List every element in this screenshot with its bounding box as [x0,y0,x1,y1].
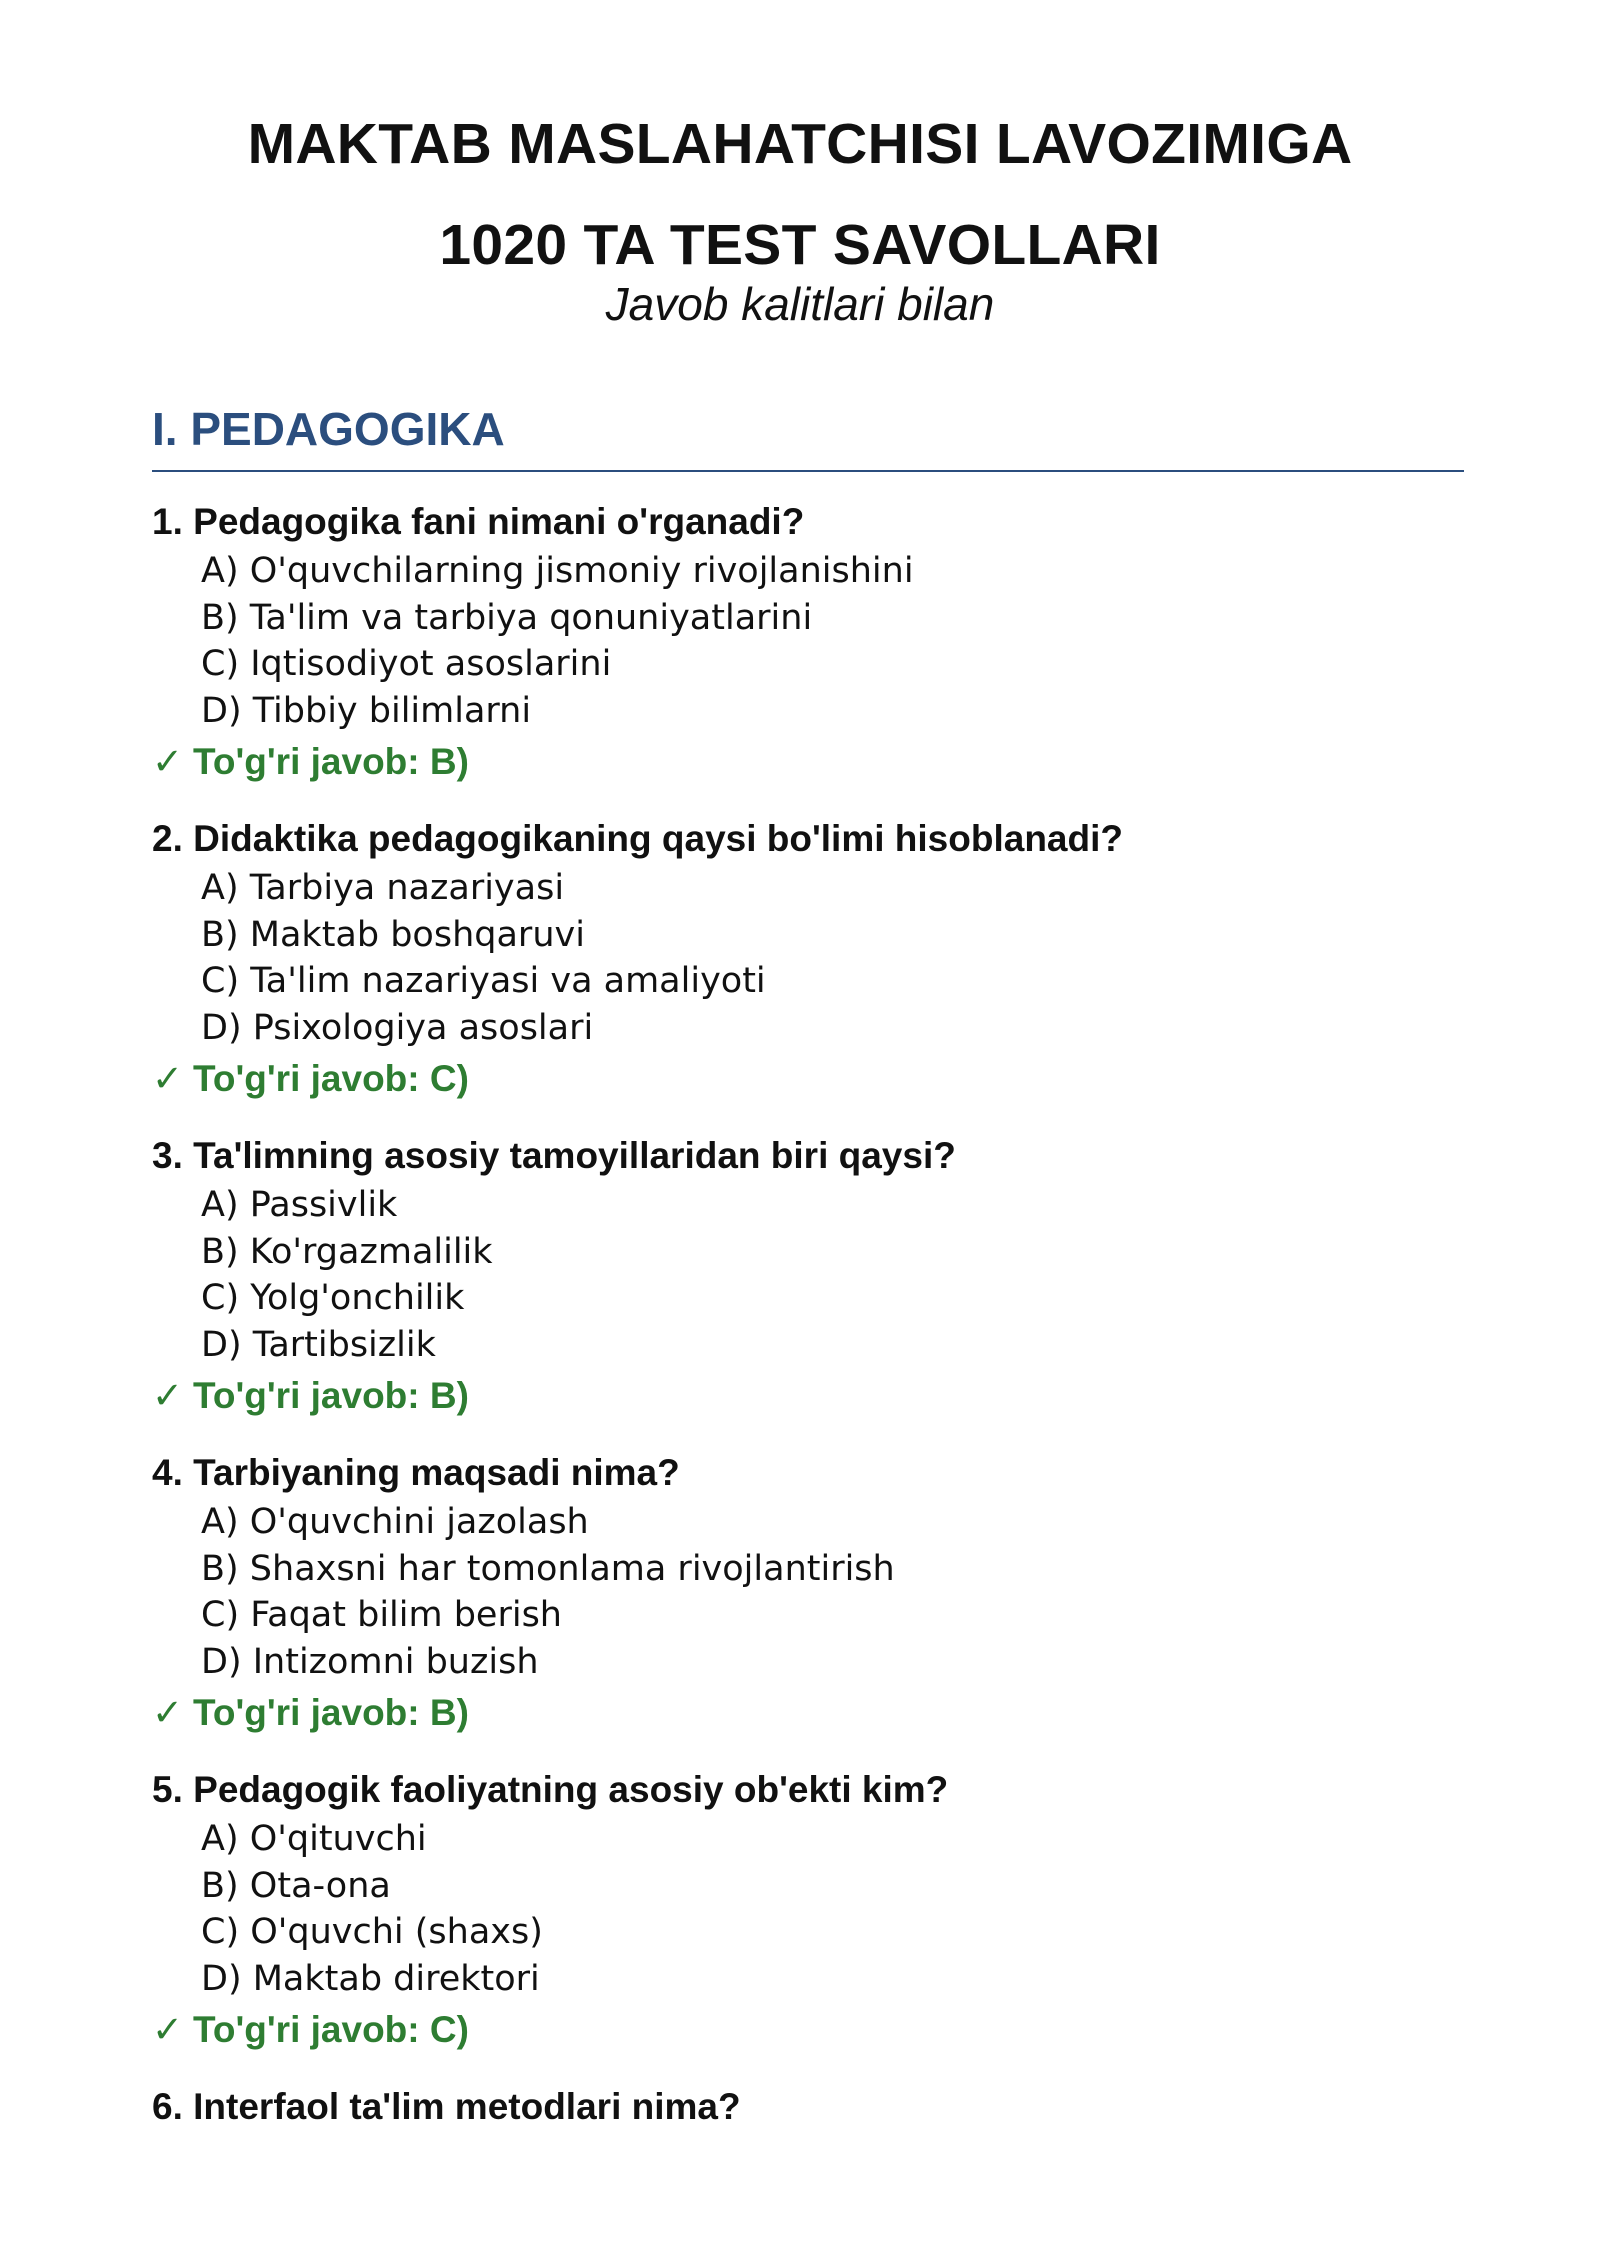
question-item [152,813,1464,1107]
answer-option: D) Psixologiya asoslari [201,1007,594,1048]
correct-answer [152,734,1464,790]
answer-option: A) Passivlik [201,1185,398,1225]
answer-option: A) O'quvchini jazolash [201,1502,589,1542]
question-text: 5. Pedagogik faoliyatning asosiy ob'ekti kim? [152,1769,949,1810]
option-list [152,865,1464,1051]
option-list [152,1182,1464,1368]
document-subtitle: Javob kalitlari bilan [605,278,995,330]
answer-option: C) Ta'lim nazariyasi va amaliyoti [201,961,766,1001]
option-list [152,548,1464,734]
answer-option: D) Maktab direktori [201,1958,540,1999]
question-text: 6. Interfaol ta'lim metodlari nima? [152,2086,741,2127]
answer-option: A) O'quvchilarning jismoniy rivojlanishini [201,551,914,591]
correct-answer [152,1051,1464,1107]
check-icon: ✓ [152,1057,184,1100]
correct-answer-text: To'g'ri javob: C) [193,2009,469,2050]
section-heading: I. PEDAGOGIKA [152,403,505,455]
question-text: 2. Didaktika pedagogikaning qaysi bo'limi hisoblanadi? [152,818,1123,859]
correct-answer-text: To'g'ri javob: B) [193,1692,469,1733]
question-item [152,2081,1464,2133]
answer-option: D) Tartibsizlik [201,1324,436,1365]
answer-option: C) Yolg'onchilik [201,1278,465,1318]
question-item [152,1447,1464,1741]
question-item [152,496,1464,790]
answer-option: C) O'quvchi (shaxs) [201,1912,543,1952]
document-title-line-1: MAKTAB MASLAHATCHISI LAVOZIMIGA [247,112,1353,176]
correct-answer-text: To'g'ri javob: C) [193,1058,469,1099]
question-item [152,1130,1464,1424]
check-icon: ✓ [152,2008,184,2051]
question-item [152,1764,1464,2058]
answer-option: B) Ta'lim va tarbiya qonuniyatlarini [201,597,813,638]
answer-option: B) Shaxsni har tomonlama rivojlantirish [201,1548,895,1589]
correct-answer-text: To'g'ri javob: B) [193,1375,469,1416]
correct-answer [152,2002,1464,2058]
answer-option: D) Tibbiy bilimlarni [201,690,532,731]
answer-option: A) O'qituvchi [201,1819,427,1859]
document-title-line-2: 1020 TA TEST SAVOLLARI [439,213,1161,277]
answer-option: C) Iqtisodiyot asoslarini [201,644,612,684]
question-text: 4. Tarbiyaning maqsadi nima? [152,1452,680,1493]
option-list [152,1499,1464,1685]
answer-option: B) Ko'rgazmalilik [201,1231,493,1272]
check-icon: ✓ [152,740,184,783]
correct-answer [152,1685,1464,1741]
check-icon: ✓ [152,1691,184,1734]
answer-option: B) Maktab boshqaruvi [201,914,585,955]
check-icon: ✓ [152,1374,184,1417]
correct-answer-text: To'g'ri javob: B) [193,741,469,782]
answer-option: D) Intizomni buzish [201,1641,539,1682]
answer-option: B) Ota-ona [201,1865,391,1906]
document-header [0,112,1600,331]
question-text: 1. Pedagogika fani nimani o'rganadi? [152,501,805,542]
section-divider [152,470,1464,472]
correct-answer [152,1368,1464,1424]
question-list [152,496,1464,2156]
answer-option: A) Tarbiya nazariyasi [201,868,565,908]
question-text: 3. Ta'limning asosiy tamoyillaridan biri qaysi? [152,1135,956,1176]
answer-option: C) Faqat bilim berish [201,1595,562,1635]
option-list [152,1816,1464,2002]
